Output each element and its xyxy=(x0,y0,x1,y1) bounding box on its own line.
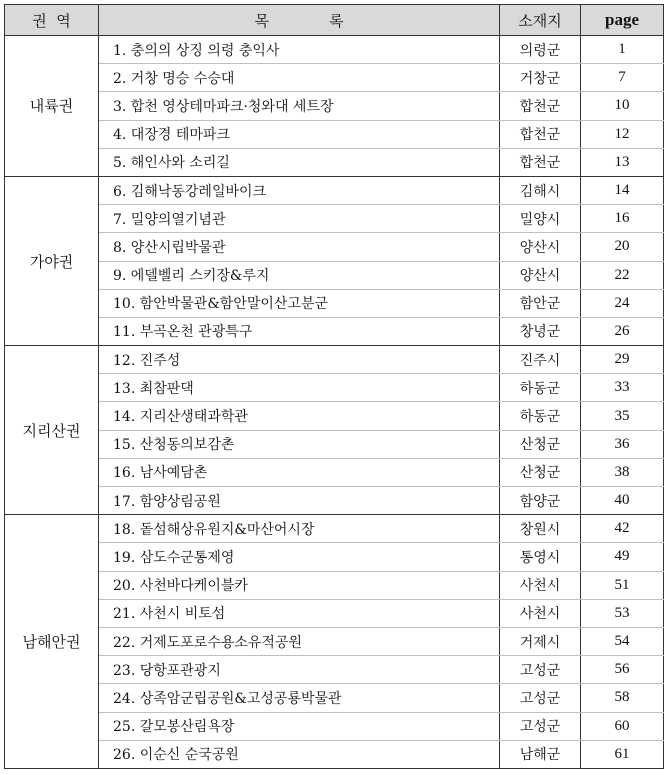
page-cell: 29 xyxy=(581,346,664,374)
title-cell: 25. 갈모봉산림욕장 xyxy=(99,712,500,740)
table-row xyxy=(5,740,664,768)
table-row xyxy=(5,92,664,120)
page-cell: 54 xyxy=(581,627,664,655)
table-row xyxy=(5,712,664,740)
region-cell: 내륙권 xyxy=(5,36,99,177)
header-page: page xyxy=(581,5,664,36)
title-cell: 7. 밀양의열기념관 xyxy=(99,205,500,233)
title-cell: 10. 함안박물관&함안말이산고분군 xyxy=(99,289,500,317)
title-cell: 13. 최참판댁 xyxy=(99,374,500,402)
toc-container xyxy=(4,4,664,769)
table-row xyxy=(5,261,664,289)
location-cell: 창원시 xyxy=(500,515,581,543)
title-cell: 23. 당항포관광지 xyxy=(99,656,500,684)
page-cell: 7 xyxy=(581,64,664,92)
title-cell: 22. 거제도포로수용소유적공원 xyxy=(99,627,500,655)
page-cell: 1 xyxy=(581,36,664,64)
title-cell: 3. 합천 영상테마파크·청와대 세트장 xyxy=(99,92,500,120)
table-row xyxy=(5,36,664,64)
page-cell: 22 xyxy=(581,261,664,289)
page-cell: 16 xyxy=(581,205,664,233)
page-cell: 42 xyxy=(581,515,664,543)
page-cell: 49 xyxy=(581,543,664,571)
title-cell: 18. 돝섬해상유원지&마산어시장 xyxy=(99,515,500,543)
table-row xyxy=(5,627,664,655)
page-cell: 14 xyxy=(581,176,664,204)
table-row xyxy=(5,599,664,627)
table-row xyxy=(5,543,664,571)
location-cell: 양산시 xyxy=(500,261,581,289)
title-cell: 19. 삼도수군통제영 xyxy=(99,543,500,571)
title-cell: 11. 부곡온천 관광특구 xyxy=(99,317,500,345)
page-cell: 58 xyxy=(581,684,664,712)
table-row xyxy=(5,430,664,458)
page-cell: 61 xyxy=(581,740,664,768)
title-cell: 12. 진주성 xyxy=(99,346,500,374)
table-row xyxy=(5,120,664,148)
table-row xyxy=(5,148,664,176)
region-cell: 가야권 xyxy=(5,176,99,345)
title-cell: 16. 남사예담촌 xyxy=(99,458,500,486)
table-row xyxy=(5,64,664,92)
region-cell: 지리산권 xyxy=(5,346,99,515)
header-row xyxy=(5,5,664,36)
title-cell: 4. 대장경 테마파크 xyxy=(99,120,500,148)
table-row xyxy=(5,233,664,261)
title-cell: 17. 함양상림공원 xyxy=(99,487,500,515)
table-row xyxy=(5,656,664,684)
page-cell: 56 xyxy=(581,656,664,684)
toc-body xyxy=(5,36,664,769)
location-cell: 김해시 xyxy=(500,176,581,204)
title-cell: 26. 이순신 순국공원 xyxy=(99,740,500,768)
page-cell: 20 xyxy=(581,233,664,261)
location-cell: 진주시 xyxy=(500,346,581,374)
title-cell: 9. 에델벨리 스키장&루지 xyxy=(99,261,500,289)
table-row xyxy=(5,176,664,204)
page-cell: 33 xyxy=(581,374,664,402)
location-cell: 산청군 xyxy=(500,430,581,458)
location-cell: 하동군 xyxy=(500,374,581,402)
location-cell: 합천군 xyxy=(500,148,581,176)
location-cell: 함안군 xyxy=(500,289,581,317)
table-row xyxy=(5,205,664,233)
table-row xyxy=(5,402,664,430)
page-cell: 35 xyxy=(581,402,664,430)
location-cell: 창녕군 xyxy=(500,317,581,345)
page-cell: 26 xyxy=(581,317,664,345)
table-row xyxy=(5,346,664,374)
page-cell: 24 xyxy=(581,289,664,317)
table-row xyxy=(5,487,664,515)
location-cell: 하동군 xyxy=(500,402,581,430)
header-location: 소재지 xyxy=(500,5,581,36)
title-cell: 24. 상족암군립공원&고성공룡박물관 xyxy=(99,684,500,712)
table-row xyxy=(5,684,664,712)
table-row xyxy=(5,515,664,543)
location-cell: 사천시 xyxy=(500,571,581,599)
location-cell: 양산시 xyxy=(500,233,581,261)
location-cell: 함양군 xyxy=(500,487,581,515)
page-cell: 40 xyxy=(581,487,664,515)
header-title-right: 록 xyxy=(329,11,344,30)
table-row xyxy=(5,289,664,317)
header-title-left: 목 xyxy=(254,11,269,30)
location-cell: 남해군 xyxy=(500,740,581,768)
title-cell: 20. 사천바다케이블카 xyxy=(99,571,500,599)
location-cell: 합천군 xyxy=(500,120,581,148)
title-cell: 2. 거창 명승 수승대 xyxy=(99,64,500,92)
table-row xyxy=(5,374,664,402)
location-cell: 고성군 xyxy=(500,684,581,712)
location-cell: 산청군 xyxy=(500,458,581,486)
title-cell: 14. 지리산생태과학관 xyxy=(99,402,500,430)
location-cell: 고성군 xyxy=(500,712,581,740)
location-cell: 고성군 xyxy=(500,656,581,684)
page-cell: 38 xyxy=(581,458,664,486)
page-cell: 60 xyxy=(581,712,664,740)
location-cell: 사천시 xyxy=(500,599,581,627)
page-cell: 13 xyxy=(581,148,664,176)
location-cell: 의령군 xyxy=(500,36,581,64)
table-row xyxy=(5,571,664,599)
region-cell: 남해안권 xyxy=(5,515,99,769)
header-title xyxy=(99,5,500,36)
page-cell: 12 xyxy=(581,120,664,148)
location-cell: 거창군 xyxy=(500,64,581,92)
title-cell: 8. 양산시립박물관 xyxy=(99,233,500,261)
title-cell: 5. 해인사와 소리길 xyxy=(99,148,500,176)
header-region: 권 역 xyxy=(5,5,99,36)
location-cell: 통영시 xyxy=(500,543,581,571)
location-cell: 거제시 xyxy=(500,627,581,655)
table-row xyxy=(5,317,664,345)
title-cell: 21. 사천시 비토섬 xyxy=(99,599,500,627)
page-cell: 53 xyxy=(581,599,664,627)
toc-table xyxy=(4,4,664,769)
title-cell: 15. 산청동의보감촌 xyxy=(99,430,500,458)
table-row xyxy=(5,458,664,486)
page-cell: 51 xyxy=(581,571,664,599)
page-cell: 36 xyxy=(581,430,664,458)
title-cell: 6. 김해낙동강레일바이크 xyxy=(99,176,500,204)
location-cell: 밀양시 xyxy=(500,205,581,233)
page-cell: 10 xyxy=(581,92,664,120)
location-cell: 합천군 xyxy=(500,92,581,120)
title-cell: 1. 충의의 상징 의령 충익사 xyxy=(99,36,500,64)
